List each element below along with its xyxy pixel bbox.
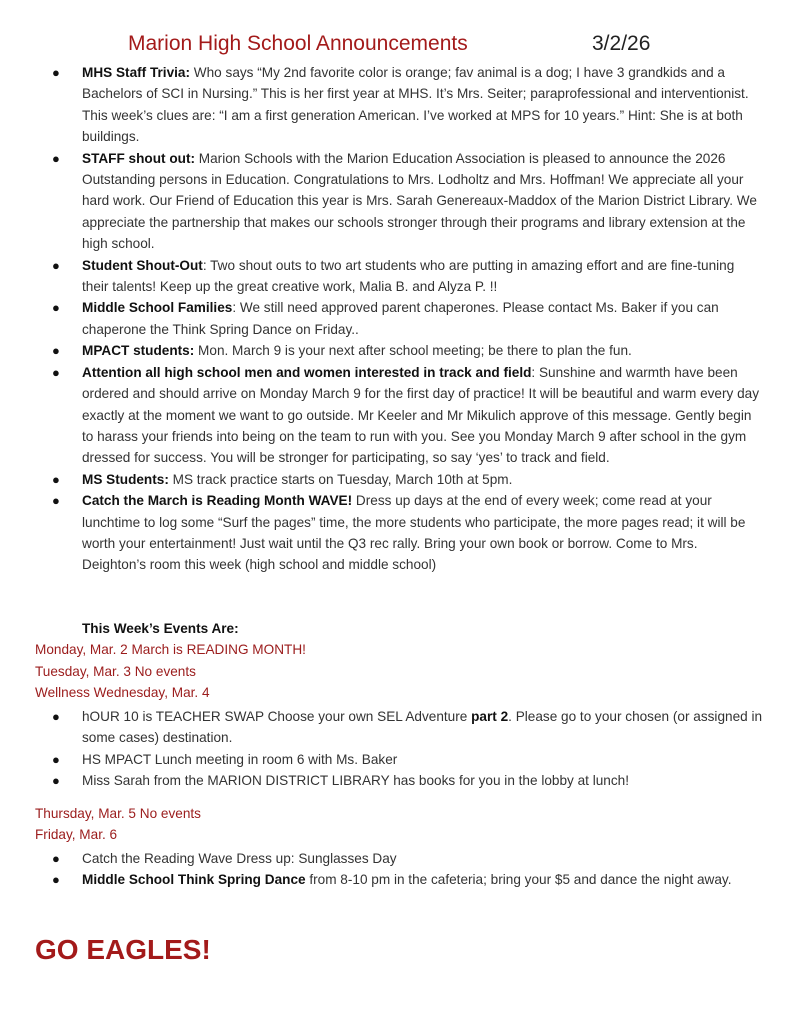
bullet-icon: ● (52, 150, 60, 166)
bullet-icon: ● (52, 493, 60, 509)
bullet-icon: ● (52, 343, 60, 359)
events-heading: This Week’s Events Are: (82, 621, 239, 636)
event-tuesday: Tuesday, Mar. 3 No events (35, 664, 196, 679)
announcement-staff-shout-out (0, 148, 791, 255)
event-friday: Friday, Mar. 6 (35, 827, 118, 842)
label: MS Students: (82, 471, 169, 487)
event-item (0, 770, 791, 791)
announcement-track-field (0, 362, 791, 469)
announcement-ms-students (0, 469, 791, 490)
text: Who says “My 2nd favorite color is orange; fav animal is a dog; I have 3 grandkids and a Bachelors of SCI in Nursing.” This is her first year at MHS. It’s Mrs. Seiter; paraprofessional and interventionist. This week’s clues are: “I am a first generation American. I’ve worked at MPS for 10 years.” Hint: She is at both buildings. (82, 65, 749, 145)
bullet-icon: ● (52, 257, 60, 273)
bullet-icon: ● (52, 851, 60, 866)
bullet-icon: ● (52, 471, 60, 487)
event-item (0, 749, 791, 770)
label: Student Shout-Out (82, 257, 203, 273)
event-item (0, 848, 791, 869)
footer-slogan: GO EAGLES! (35, 934, 211, 965)
text: Miss Sarah from the MARION DISTRICT LIBRARY has books for you in the lobby at lunch! (82, 773, 629, 789)
bullet-icon: ● (52, 300, 60, 316)
announcement-student-shout-out (0, 255, 791, 298)
announcement-reading-wave (0, 490, 791, 576)
text: : We still need approved parent chaperones. Please contact Ms. Baker if you can chaperone the Think Spring Dance on Friday.. (82, 300, 719, 337)
label: Attention all high school men and women interested in track and field (82, 364, 532, 380)
bullet-icon: ● (52, 751, 60, 767)
announcement-date: 3/2/26 (592, 32, 651, 55)
bullet-icon: ● (52, 709, 60, 724)
bullet-icon: ● (52, 364, 60, 380)
text: Mon. March 9 is your next after school meeting; be there to plan the fun. (194, 343, 632, 359)
text: : Two shout outs to two art students who are putting in amazing effort and are fine-tuning their talents! Keep up the great creative work, Malia B. and Alyza P. !! (82, 257, 735, 295)
event-monday: Monday, Mar. 2 March is READING MONTH! (35, 642, 306, 657)
announcement-middle-school-families (0, 297, 791, 340)
event-thursday: Thursday, Mar. 5 No events (35, 806, 201, 821)
label: Middle School Families (82, 300, 233, 316)
text: MS track practice starts on Tuesday, March 10th at 5pm. (168, 471, 513, 487)
friday-events-list (0, 848, 791, 891)
text: Dress up days at the end of every week; come read at your lunchtime to log some “Surf the pages” time, the more students who participate, the more pages read; it will be worth your entertainment! Just wait until the Q3 rec rally. Bring your own book or borrow. Come to Mrs. Deighton’s room this week (high school and middle school) (82, 493, 746, 573)
announcement-staff-trivia (0, 62, 791, 148)
label: Catch the March is Reading Month WAVE! (82, 493, 353, 509)
text: hOUR 10 is TEACHER SWAP Choose your own SEL Adventure (82, 709, 472, 724)
bullet-icon: ● (52, 773, 60, 789)
announcement-mpact (0, 340, 791, 361)
bold-text: part 2 (471, 709, 509, 724)
event-item (0, 706, 791, 749)
label: MHS Staff Trivia: (82, 65, 191, 80)
text: . Please go to your chosen (or assigned in some cases) destination. (82, 709, 763, 746)
announcements-list (0, 62, 791, 576)
bullet-icon: ● (52, 872, 60, 888)
label: MPACT students: (82, 343, 195, 359)
event-item (0, 869, 791, 890)
bullet-icon: ● (52, 65, 60, 80)
text: Catch the Reading Wave Dress up: Sunglasses Day (82, 851, 397, 866)
text: from 8-10 pm in the cafeteria; bring your $5 and dance the night away. (305, 872, 732, 888)
text: : Sunshine and warmth have been ordered and should arrive on Monday March 9 for the first day of practice! It will be beautiful and warm every day exactly at the moment we want to go outside. Mr Keeler and Mr Mikulich approve of this message. Gently begin to harass your friends into being on the team to run with you. See you Monday March 9 after school in the gym dressed for success. You will be stronger for participating, so say ‘yes’ to track and field. (82, 364, 760, 466)
label: STAFF shout out: (82, 150, 195, 166)
event-wednesday: Wellness Wednesday, Mar. 4 (35, 685, 210, 700)
bold-text: Middle School Think Spring Dance (82, 872, 306, 888)
text: Marion Schools with the Marion Education Association is pleased to announce the 2026 Outstanding persons in Education. Congratulations to Mrs. Lodholtz and Mrs. Hoffman! We appreciate all your hard work. Our Friend of Education this year is Mrs. Sarah Genereaux-Maddox of the Marion District Library. We appreciate the partnership that makes our schools stronger through their programs and library extension at the high school. (82, 150, 757, 252)
text: HS MPACT Lunch meeting in room 6 with Ms. Baker (82, 751, 398, 767)
wednesday-events-list (0, 706, 791, 792)
page-title: Marion High School Announcements (128, 32, 468, 55)
